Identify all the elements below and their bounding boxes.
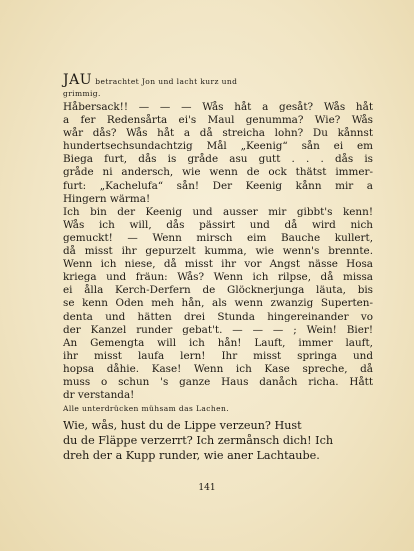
dialogue-paragraph-1: [63, 101, 373, 402]
text-line: hundertsechsundachtzig Mål „Keenig“ sån ei em: [63, 140, 373, 153]
stage-direction-continued: grimmig.: [63, 89, 101, 98]
text-line: Biega furt, dås is gråde asu gutt . . . dås is: [63, 153, 373, 166]
text-line: Ich bin der Keenig und ausser mir gibbt's kenn!: [63, 205, 373, 218]
text-line: muss o schun 's ganze Haus danåch richa. Hått: [63, 375, 373, 388]
text-line: der Kanzel runder gebat't. — — — ; Wein! Bier!: [63, 323, 373, 336]
text-line: An Gemengta will ich hån! Lauft, immer lauft,: [63, 336, 373, 349]
text-line: du de Fläppe verzerrt? Ich zermånsch dich! Ich: [63, 434, 334, 448]
text-line: Håbersack!! — — — Wås håt a gesåt? Wås håt: [63, 101, 373, 113]
text-line: a fer Redensårta ei's Maul genumma? Wie? Wås: [63, 114, 373, 127]
text-line: ihr misst laufa lern! Ihr misst springa und: [63, 349, 373, 362]
text-line: Wås ich will, dås pässirt und då wird nich: [63, 218, 373, 231]
text-line: se kenn Oden meh hån, als wenn zwanzig Superten-: [63, 297, 373, 310]
text-line: hopsa dåhie. Kase! Wenn ich Kase spreche, då: [63, 362, 373, 375]
dialogue-paragraph-2: [63, 418, 373, 463]
text-line: Hingern wärma!: [63, 192, 151, 205]
text-line: wår dås? Wås håt a då streicha lohn? Du kånnst: [63, 127, 373, 140]
text-line: furt: „Kachelufa“ sån! Der Keenig kånn mir a: [63, 179, 373, 192]
text-line: ei ålla Kerch-Derfern de Glöcknerjunga läuta, bis: [63, 284, 373, 297]
text-line: då misst ihr gepurzelt kumma, wie wenn's brennte.: [63, 245, 373, 258]
text-line: dr verstanda!: [63, 389, 135, 402]
stage-direction: betrachtet Jon und lacht kurz und: [95, 77, 238, 86]
text-line: gråde ni andersch, wie wenn de ock thätst immer-: [63, 166, 373, 179]
text-line: gemuckt! — Wenn mirsch eim Bauche kullert,: [63, 231, 373, 244]
speaker-heading: [63, 74, 373, 88]
text-line: kriega und fräun: Wås? Wenn ich rilpse, då missa: [63, 271, 373, 284]
text-line: dreh der a Kupp runder, wie aner Lachtaube.: [63, 449, 320, 463]
text-line: denta und hätten drei Stunda hingereinander vo: [63, 310, 373, 323]
page-number: 141: [198, 483, 216, 493]
text-line: Wenn ich niese, då misst ihr vor Angst nässe Hosa: [63, 258, 373, 271]
stage-direction-laughter: Alle unterdrücken mühsam das Lachen.: [63, 404, 229, 414]
text-line: Wie, wås, hust du de Lippe verzeun? Hust: [63, 419, 302, 433]
speaker-name: JAU: [63, 72, 93, 88]
page-body: [63, 74, 373, 463]
